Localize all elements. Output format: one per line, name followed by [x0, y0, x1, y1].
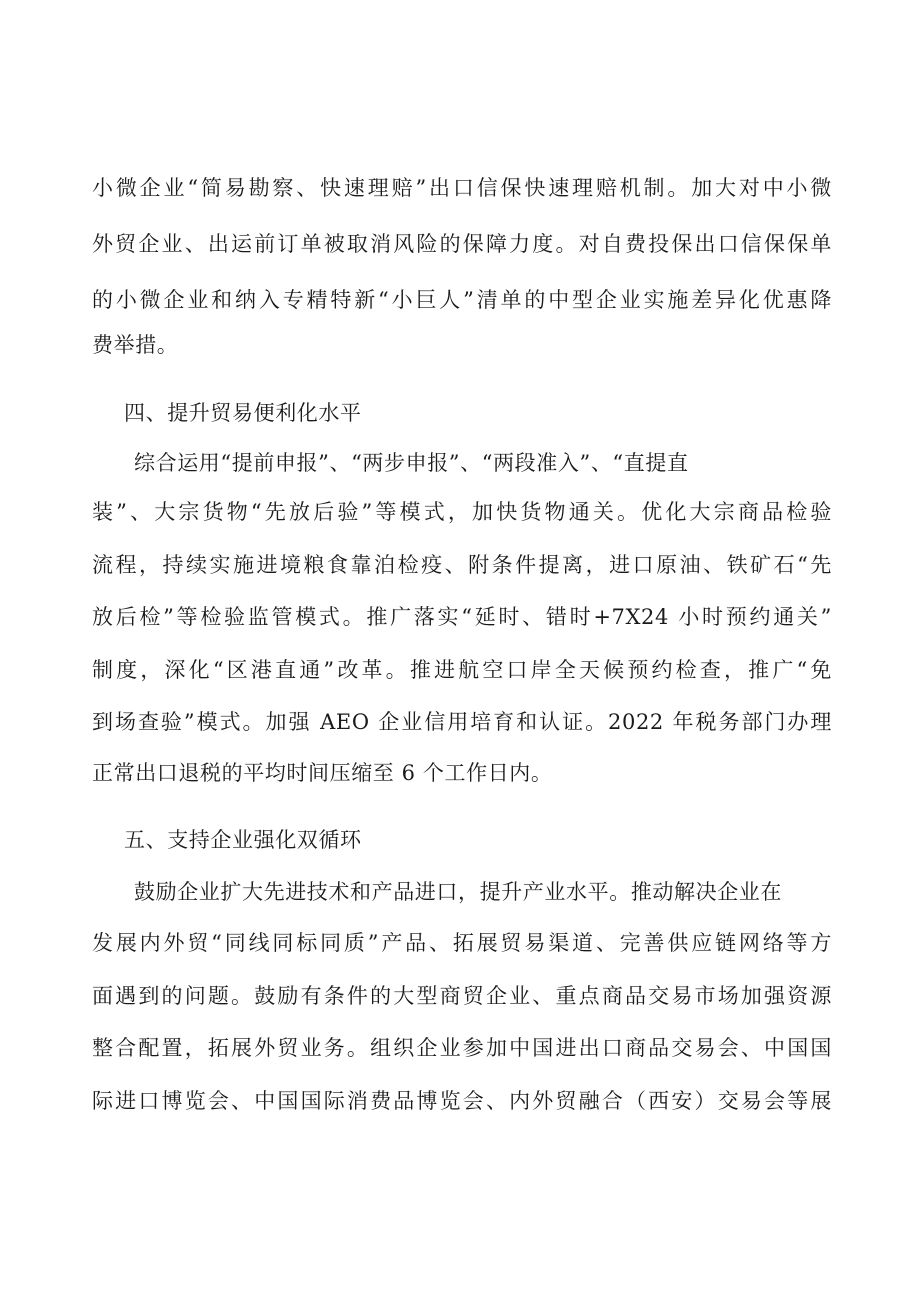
paragraph-line: 费举措。 [92, 333, 179, 357]
paragraph-line: 放后检”等检验监管模式。推广落实“延时、错时+7X24 小时预约通关” [92, 605, 832, 629]
paragraph-line: 流程，持续实施进境粮食靠泊检疫、附条件提离，进口原油、铁矿石“先 [92, 553, 832, 577]
paragraph-line: 到场查验”模式。加强 AEO 企业信用培育和认证。2022 年税务部门办理 [92, 710, 832, 734]
paragraph-line: 装”、大宗货物“先放后验”等模式，加快货物通关。优化大宗商品检验 [92, 500, 832, 524]
paragraph-line: 际进口博览会、中国国际消费品博览会、内外贸融合（西安）交易会等展 [92, 1089, 832, 1113]
section-heading: 五、支持企业强化双循环 [124, 828, 362, 852]
paragraph-line: 外贸企业、出运前订单被取消风险的保障力度。对自费投保出口信保保单 [92, 232, 832, 256]
paragraph-line: 正常出口退税的平均时间压缩至 6 个工作日内。 [92, 761, 553, 785]
paragraph-line: 面遇到的问题。鼓励有条件的大型商贸企业、重点商品交易市场加强资源 [92, 984, 832, 1008]
section-heading: 四、提升贸易便利化水平 [124, 401, 362, 425]
paragraph-line: 综合运用“提前申报”、“两步申报”、“两段准入”、“直提直 [134, 451, 689, 475]
paragraph-line: 发展内外贸“同线同标同质”产品、拓展贸易渠道、完善供应链网络等方 [92, 931, 832, 955]
paragraph-line: 的小微企业和纳入专精特新“小巨人”清单的中型企业实施差异化优惠降 [92, 288, 832, 312]
paragraph-line: 整合配置，拓展外贸业务。组织企业参加中国进出口商品交易会、中国国 [92, 1036, 832, 1060]
paragraph-line: 小微企业“简易勘察、快速理赔”出口信保快速理赔机制。加大对中小微 [92, 176, 832, 200]
paragraph-line: 鼓励企业扩大先进技术和产品进口，提升产业水平。推动解决企业在 [134, 880, 782, 904]
paragraph-line: 制度，深化“区港直通”改革。推进航空口岸全天候预约检查，推广“免 [92, 658, 832, 682]
